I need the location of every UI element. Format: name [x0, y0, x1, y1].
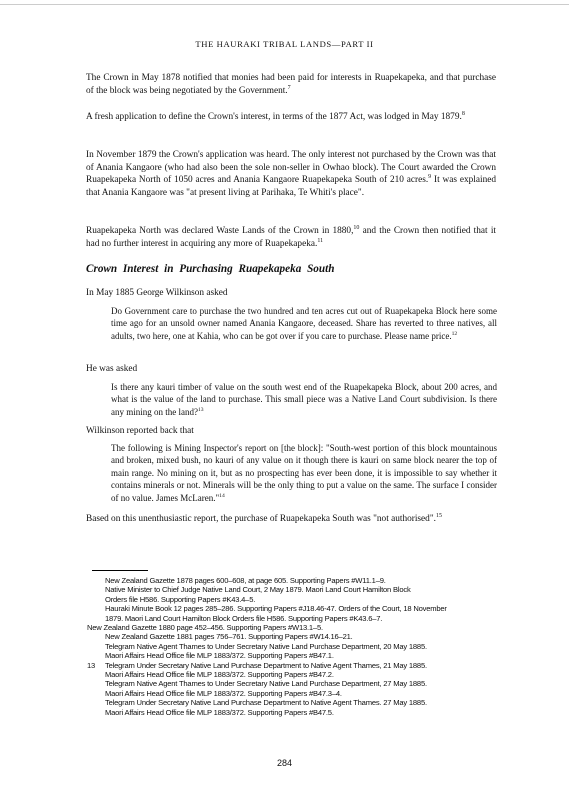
- footnote-number: [87, 576, 105, 585]
- footnote-line: Telegram Under Secretary Native Land Purchase Department to Native Agent Thames, 21 May 1885.: [105, 660, 427, 670]
- footnote-line: Telegram Native Agent Thames to Under Secretary Native Land Purchase Department, 20 May 1885.: [105, 641, 427, 651]
- quote-1: [111, 305, 497, 342]
- footnote-lines: [105, 604, 497, 623]
- quote-3-text: The following is Mining Inspector's report on [the block]: "South-west portion of this block mountainous and broken, mixed bush, no kauri of any value on it though there is kauri on same block nearer the top of main range. No mining on it, but as no prospecting has ever been done, it is impossible to say whether it contains minerals or not. Minerals will be the only thing to put a value on the same. The surface I consider of no value. James McLaren.": [111, 443, 497, 503]
- intro-he-was-asked: He was asked: [86, 364, 138, 374]
- footnote-lines: [87, 623, 497, 632]
- footnote-line: Maori Affairs Head Office file MLP 1883/372. Supporting Papers #B47.1.: [105, 651, 334, 661]
- footnote: [87, 623, 497, 632]
- footnote-line: Orders file H586. Supporting Papers #K43.4–5.: [105, 594, 256, 604]
- footnote-line: 1879. Maori Land Court Hamilton Block Orders file H586. Supporting Papers #K43.6–7.: [105, 613, 383, 623]
- footnote-ref-15: 15: [435, 512, 442, 519]
- footnote-rule: [92, 570, 148, 571]
- footnote-ref-12: 12: [451, 330, 458, 337]
- footnote-lines: [105, 632, 497, 660]
- footnote-number: 13: [87, 660, 96, 670]
- closing-paragraph: [86, 513, 496, 526]
- paragraph-4-text-b: and the Crown then notified that it had no further interest in acquiring any more of Ruapekapeka.: [86, 226, 496, 249]
- footnote-line: Maori Affairs Head Office file MLP 1883/372. Supporting Papers #B47.3–4.: [105, 688, 342, 698]
- quote-2: [111, 381, 497, 418]
- footnote-line: New Zealand Gazette 1880 page 452–456. Supporting Papers #W13.1–5.: [87, 623, 323, 633]
- footnote-ref-10: 10: [353, 224, 360, 231]
- footnote: [87, 585, 497, 604]
- footnote: [87, 661, 497, 717]
- footnote-lines: [105, 585, 497, 604]
- footnote-number: [87, 632, 105, 660]
- section-heading: Crown Interest in Purchasing Ruapekapeka South: [86, 263, 335, 275]
- paragraph-1: [86, 72, 496, 97]
- footnote-line: Native Minister to Chief Judge Native Land Court, 2 May 1879. Maori Land Court Hamilton Block: [105, 585, 411, 595]
- intro-wilkinson-reported: Wilkinson reported back that: [86, 426, 194, 436]
- footnote-line: New Zealand Gazette 1878 pages 600–608, at page 605. Supporting Papers #W11.1–9.: [105, 576, 386, 585]
- intro-wilkinson-asked: In May 1885 George Wilkinson asked: [86, 288, 228, 298]
- footnote-number: [87, 585, 105, 604]
- quote-3: [111, 442, 497, 504]
- footnote-lines: [105, 661, 497, 717]
- footnote-line: Hauraki Minute Book 12 pages 285–286. Supporting Papers #J18.46-47. Orders of the Court, 18 November: [105, 604, 447, 614]
- running-head: THE HAURAKI TRIBAL LANDS—PART II: [195, 39, 374, 49]
- footnote: [87, 576, 497, 585]
- footnote-line: Maori Affairs Head Office file MLP 1883/372. Supporting Papers #B47.5.: [105, 707, 334, 717]
- footnote-lines: [105, 576, 497, 585]
- footnote: [87, 632, 497, 660]
- quote-1-text: Do Government care to purchase the two hundred and ten acres cut out of Ruapekapeka Block here some time ago for an unsold owner named Anania Kangaore, deceased. Share has reverted to three natives, all adults, two here, one at Kahia, who can be got over if you care to purchase. Please name price.: [111, 306, 497, 341]
- paragraph-3-text-b: It was explained that Anania Kangaore was "at present living at Parihaka, Te Whiti's place".: [86, 175, 496, 198]
- footnote-ref-8: 8: [461, 110, 465, 117]
- footnote-line: Maori Affairs Head Office file MLP 1883/372. Supporting Papers #B47.2.: [105, 670, 334, 680]
- footnote-number: [87, 604, 105, 623]
- page-number: 284: [276, 758, 293, 768]
- paragraph-2-text: A fresh application to define the Crown's interest, in terms of the 1877 Act, was lodged in May 1879.: [86, 112, 462, 122]
- footnote-line: Telegram Under Secretary Native Land Purchase Department to Native Agent Thames. 27 May 1885.: [105, 698, 427, 708]
- paragraph-2: [86, 111, 496, 124]
- footnote: [87, 604, 497, 623]
- paragraph-3: [86, 149, 496, 199]
- paragraph-4-text-a: Ruapekapeka North was declared Waste Lands of the Crown in 1880,: [86, 226, 354, 236]
- quote-2-text: Is there any kauri timber of value on the south west end of the Ruapekapeka Block, about 200 acres, and what is the value of the land to purchase. This small piece was a Native Land Court subdivision. Is there any mining on the land?: [111, 382, 497, 417]
- footnote-ref-9: 9: [428, 174, 432, 181]
- footnote-ref-7: 7: [287, 84, 291, 91]
- footnote-ref-13: 13: [197, 406, 204, 413]
- footnote-ref-11: 11: [317, 237, 324, 244]
- paragraph-3-text-a: In November 1879 the Crown's application was heard. The only interest not purchased by the Crown was that of Anania Kangaore (who had also been the sole non-seller in Owhao block). The Court awarded the Crown Ruapekapeka North of 1050 acres and Anania Kangaore Ruapekapeka South of 210 acres.: [86, 150, 496, 186]
- paragraph-4: [86, 225, 496, 250]
- footnote-line: New Zealand Gazette 1881 pages 756–761. Supporting Papers #W14.16–21.: [105, 632, 353, 642]
- footnote-line: Telegram Native Agent Thames to Under Secretary Native Land Purchase Department, 27 May 1885.: [105, 679, 427, 689]
- footnotes: [87, 576, 497, 717]
- closing-paragraph-text: Based on this unenthusiastic report, the purchase of Ruapekapeka South was "not authorised".: [86, 514, 436, 524]
- page-top-edge: [0, 4, 569, 5]
- paragraph-1-text: The Crown in May 1878 notified that monies had been paid for interests in Ruapekapeka, and that purchase of the block was being negotiated by the Government.: [86, 73, 496, 96]
- footnote-ref-14: 14: [219, 492, 225, 499]
